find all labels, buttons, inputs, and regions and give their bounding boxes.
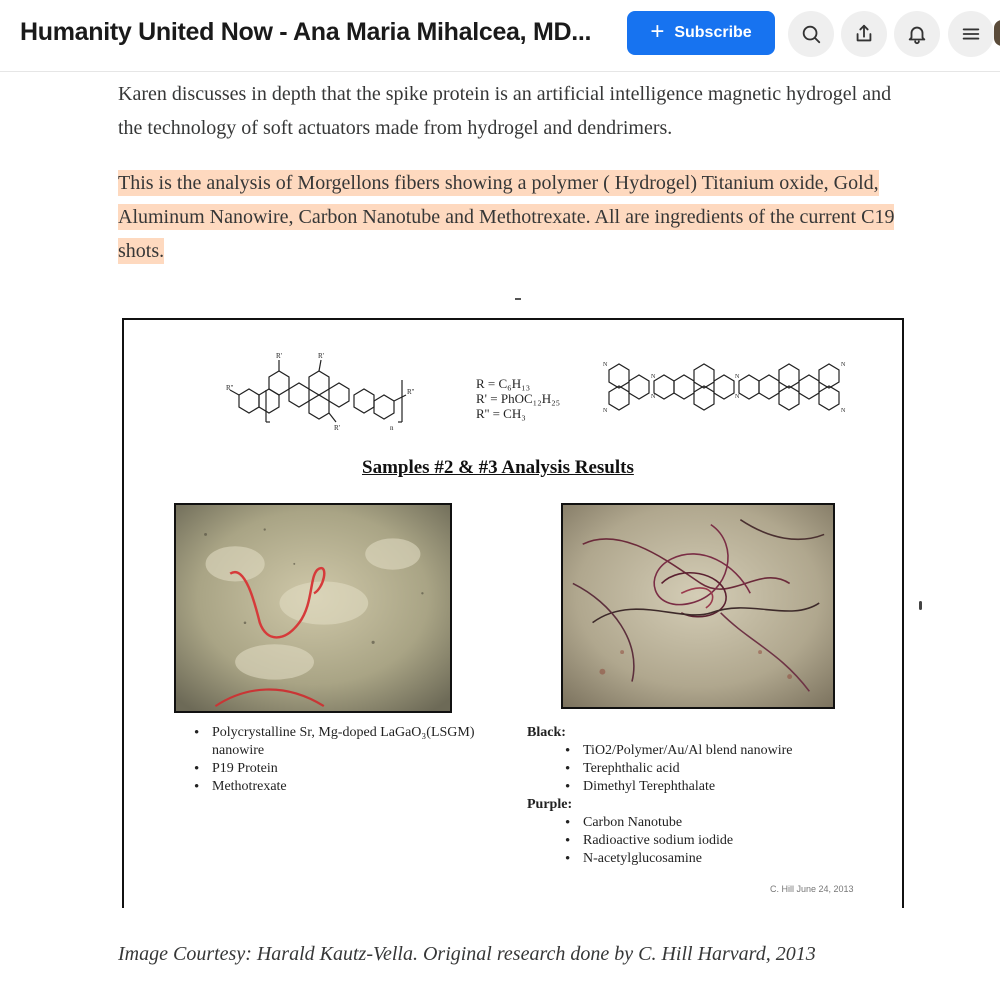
r-definition: R = C₆H₁₃ <box>476 376 531 391</box>
svg-text:R': R' <box>276 352 282 360</box>
highlighted-text: This is the analysis of Morgellons fibers showing a polymer ( Hydrogel) Titanium oxide, Gold, Aluminum Nanowire, Carbon Nanotube and Methotrexate. All are ingredients of the current C19 shots. <box>118 172 895 262</box>
left-sample-list <box>192 724 512 796</box>
list-item: • Polycrystalline Sr, Mg-doped LaGaO₃(LSGM) nanowire <box>192 724 512 760</box>
group-label-black: Black: <box>527 725 566 740</box>
article-image[interactable] <box>122 318 904 908</box>
figure-heading: Samples #2 & #3 Analysis Results <box>362 457 634 478</box>
sample-photo-left <box>174 503 452 713</box>
svg-text:R'': R'' <box>407 388 415 396</box>
svg-text:N: N <box>651 394 656 400</box>
divider-mark <box>515 298 521 300</box>
figure-credit: C. Hill June 24, 2013 <box>770 884 854 894</box>
image-caption: Image Courtesy: Harald Kautz-Vella. Original research done by C. Hill Harvard, 2013 <box>118 943 816 965</box>
scroll-indicator <box>919 601 922 610</box>
svg-text:R': R' <box>318 352 324 360</box>
list-item: • Terephthalic acid <box>563 760 847 778</box>
list-item: • P19 Protein <box>192 760 512 778</box>
r-definition: R' = PhOC₁₂H₂₅ <box>476 391 561 406</box>
list-item: • Dimethyl Terephthalate <box>563 778 847 796</box>
notifications-button[interactable] <box>894 11 940 57</box>
svg-text:N: N <box>603 362 608 368</box>
svg-text:N: N <box>603 408 608 414</box>
list-item: • TiO2/Polymer/Au/Al blend nanowire <box>563 742 847 760</box>
menu-button[interactable] <box>948 11 994 57</box>
list-item: • Radioactive sodium iodide <box>563 832 847 850</box>
r-definition: R'' = CH₃ <box>476 406 526 421</box>
list-item: • Methotrexate <box>192 778 512 796</box>
right-sample-list <box>527 724 847 868</box>
search-button[interactable] <box>788 11 834 57</box>
search-icon <box>800 23 822 45</box>
list-item: • N-acetylglucosamine <box>563 850 847 868</box>
share-icon <box>853 23 875 45</box>
subscribe-label: Subscribe <box>674 24 752 41</box>
svg-text:R'': R'' <box>226 384 234 392</box>
sample-photo-right <box>561 503 835 709</box>
list-item: • Carbon Nanotube <box>563 814 847 832</box>
svg-text:N: N <box>841 408 846 414</box>
svg-text:N: N <box>735 394 740 400</box>
svg-text:n: n <box>390 424 394 432</box>
r-group-definitions <box>476 376 560 421</box>
svg-text:N: N <box>651 374 656 380</box>
molecule-structure-left <box>224 350 424 440</box>
highlighted-paragraph <box>118 166 898 268</box>
svg-text:R': R' <box>334 424 340 432</box>
svg-text:N: N <box>735 374 740 380</box>
molecule-structure-right <box>599 352 849 422</box>
avatar[interactable] <box>994 20 1000 46</box>
article-paragraph: Karen discusses in depth that the spike protein is an artificial intelligence magnetic hydrogel and the technology of soft actuators made from hydrogel and dendrimers. <box>118 83 892 139</box>
plus-icon: + <box>650 18 665 45</box>
menu-icon <box>960 23 982 45</box>
bell-icon <box>906 23 928 45</box>
subscribe-button[interactable] <box>627 11 775 55</box>
svg-text:N: N <box>841 362 846 368</box>
group-label-purple: Purple: <box>527 797 573 812</box>
top-bar <box>0 0 1000 72</box>
share-button[interactable] <box>841 11 887 57</box>
publication-title[interactable]: Humanity United Now - Ana Maria Mihalcea, MD... <box>20 18 592 46</box>
